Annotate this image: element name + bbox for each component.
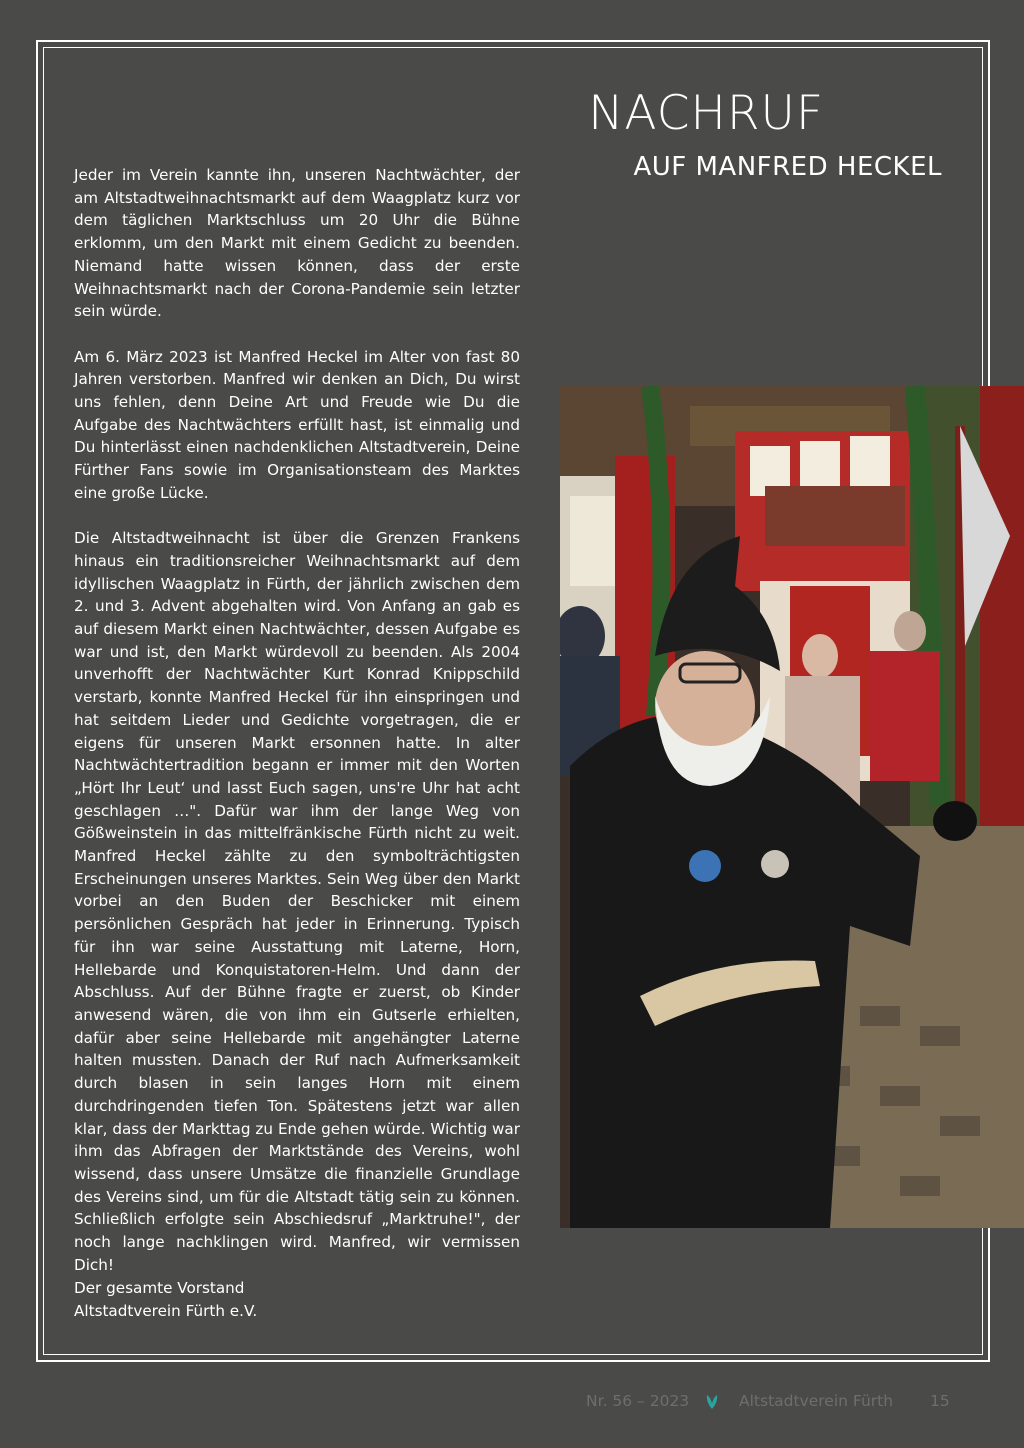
page-subtitle: AUF MANFRED HECKEL <box>633 152 942 182</box>
signature-line: Der gesamte Vorstand <box>74 1279 245 1297</box>
issue-number: Nr. 56 – 2023 <box>586 1392 690 1410</box>
organization-name: Altstadtverein Fürth <box>739 1392 894 1410</box>
article-paragraph: Am 6. März 2023 ist Manfred Heckel im Alter von fast 80 Jahren verstorben. Manfred wir denken an Dich, Du wirst uns fehlen, denn Deine Art und Freude wie Du die Aufgabe des Nachtwächters erfüllt hast, ist einmalig und Du hinterlässt einen nachdenklichen Altstadtverein, Deine Fürther Fans sowie im Organisationsteam des Marktes eine große Lücke. <box>74 347 520 502</box>
article-paragraph: Jeder im Verein kannte ihn, unseren Nachtwächter, der am Altstadtweihnachtsmarkt auf dem Waagplatz kurz vor dem täglichen Marktschluss um 20 Uhr die Bühne erklomm, um den Markt mit einem Gedicht zu beenden. Niemand hatte wissen können, dass der erste Weihnachtsmarkt nach der Corona-Pandemie sein letzter sein würde. <box>74 166 520 321</box>
nightwatchman-photo <box>560 386 1024 1228</box>
leaf-logo-icon <box>704 1392 720 1414</box>
page-footer <box>0 1390 1024 1414</box>
signature-line: Altstadtverein Fürth e.V. <box>74 1301 258 1320</box>
article-paragraph: Die Altstadtweihnacht ist über die Grenzen Frankens hinaus ein traditionsreicher Weihnachtsmarkt auf dem idyllischen Waagplatz in Fürth, der jährlich zwischen dem 2. und 3. Advent abgehalten wird. Von Anfang an gab es auf diesem Markt einen Nachtwächter, dessen Aufgabe es war und ist, den Markt würdevoll zu beenden. Als 2004 unverhofft der Nachtwächter Kurt Konrad Knippschild verstarb, konnte Manfred Heckel für ihn einspringen und hat seitdem Lieder und Gedichte vorgetragen, die er eigens für unseren Markt ersonnen hatte. In alter Nachtwächtertradition begann er immer mit den Worten „Hört Ihr Leut‘ und lasst Euch sagen, uns're Uhr hat acht geschlagen …". Dafür war ihm der lange Weg von Gößweinstein in das mittelfränkische Fürth nicht zu weit. Manfred Heckel zählte zu den symbolträchtigsten Erscheinungen unseres Marktes. Sein Weg über den Markt vorbei an den Buden der Beschicker mit einem persönlichen Gespräch hat jeder in Erinnerung. Typisch für ihn war seine Ausstattung mit Laterne, Horn, Hellebarde und Konquistatoren-Helm. Und dann der Abschluss. Auf der Bühne fragte er zuerst, ob Kinder anwesend wären, die von ihm ein Gutserle erhielten, dafür aber seine Hellebarde mit angehängter Laterne halten mussten. Danach der Ruf nach Aufmerksamkeit durch blasen in sein langes Horn mit einem durchdringenden tiefen Ton. Spätestens jetzt war allen klar, dass der Markttag zu Ende gehen würde. Wichtig war ihm das Abfragen der Marktstände des Vereins, wohl wissend, dass unsere Umsätze die finanzielle Grundlage des Vereins sind, um für die Altstadt tätig sein zu können. Schließlich erfolgte sein Abschiedsruf „Marktruhe!", der noch lange nachklingen wird. Manfred, wir vermissen Dich! <box>74 529 520 1274</box>
page-title: NACHRUF <box>588 86 824 141</box>
signature <box>74 1277 257 1322</box>
page-number: 15 <box>930 1392 950 1410</box>
article-body <box>74 164 520 1299</box>
